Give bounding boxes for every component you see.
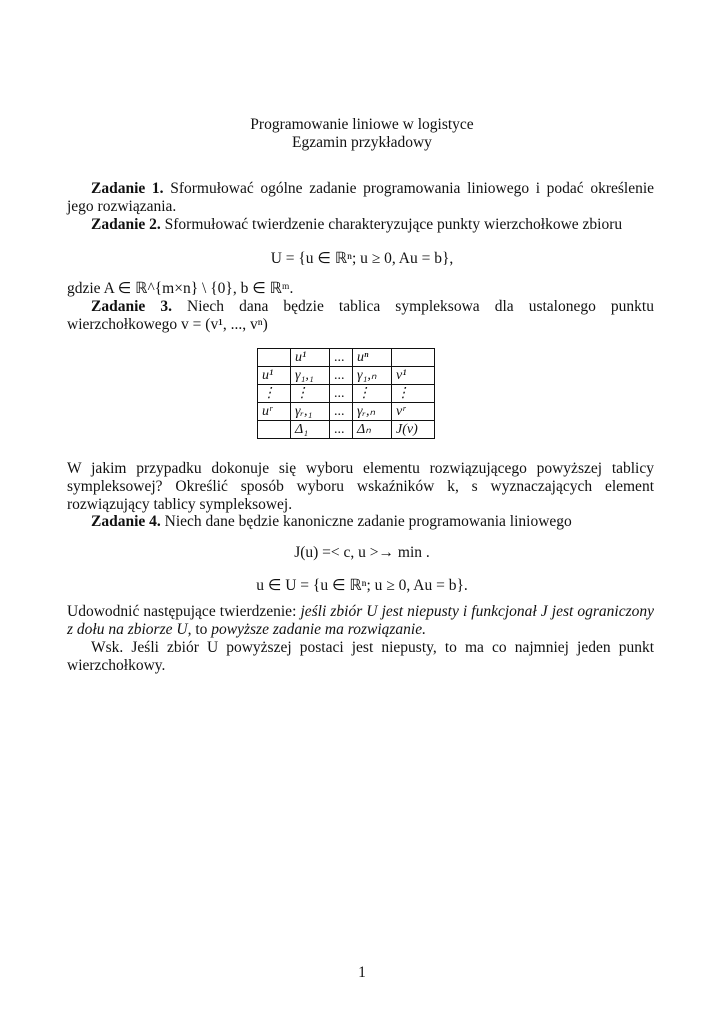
task-3-label: Zadanie 3. — [91, 298, 172, 315]
table-cell: ⋮ — [392, 385, 435, 403]
table-cell: vʳ — [392, 403, 435, 421]
task-1-label: Zadanie 1. — [91, 180, 164, 197]
task-4-objective: J(u) =< c, u >→ min . — [294, 544, 430, 561]
table-cell: ... — [330, 349, 353, 367]
task-4-constraints: u ∈ U = {u ∈ ℝⁿ; u ≥ 0, Au = b}. — [256, 577, 468, 594]
task-4-label: Zadanie 4. — [91, 513, 161, 530]
task-2-where: gdzie A ∈ ℝ^{m×n} \ {0}, b ∈ ℝᵐ. — [67, 280, 294, 297]
table-cell: ⋮ — [353, 385, 392, 403]
table-cell: uⁿ — [353, 349, 392, 367]
task-4-text: Niech dane będzie kanoniczne zadanie programowania liniowego — [164, 513, 572, 530]
table-cell: ... — [330, 421, 353, 439]
task-2-formula: U = {u ∈ ℝⁿ; u ≥ 0, Au = b}, — [270, 250, 454, 267]
table-cell: γ₁,₁ — [291, 367, 330, 385]
theorem-mid: to — [191, 621, 212, 638]
table-row — [258, 403, 435, 421]
table-row — [258, 421, 435, 439]
table-cell: v¹ — [392, 367, 435, 385]
table-cell: ... — [330, 403, 353, 421]
table-row — [258, 367, 435, 385]
course-title: Programowanie liniowe w logistyce — [250, 116, 474, 133]
exam-subtitle: Egzamin przykładowy — [292, 134, 432, 151]
table-cell: γᵣ,ₙ — [353, 403, 392, 421]
table-cell: ⋮ — [291, 385, 330, 403]
task-1 — [67, 180, 654, 216]
task-4 — [67, 513, 654, 531]
table-cell — [258, 421, 291, 439]
task-3 — [67, 298, 654, 334]
table-cell: γᵣ,₁ — [291, 403, 330, 421]
task-2-text: Sformułować twierdzenie charakteryzujące punkty wierzchołkowe zbioru — [164, 216, 623, 233]
task-1-text: Sformułować ogólne zadanie programowania liniowego i podać określenie jego rozwiązania. — [67, 180, 655, 215]
table-cell: γ₁,ₙ — [353, 367, 392, 385]
task-2 — [67, 216, 654, 234]
task-4-theorem — [67, 603, 654, 639]
task-2-label: Zadanie 2. — [91, 216, 161, 233]
table-cell: u¹ — [258, 367, 291, 385]
table-cell: uʳ — [258, 403, 291, 421]
page-number: 1 — [358, 964, 366, 981]
task-4-hint: Wsk. Jeśli zbiór U powyższej postaci jest niepusty, to ma co najmniej jeden punkt wierzchołkowy. — [67, 639, 654, 674]
table-cell — [258, 349, 291, 367]
theorem-conclusion: powyższe zadanie ma rozwiązanie. — [211, 621, 426, 638]
table-cell: Δₙ — [353, 421, 392, 439]
task-3-text: Niech dana będzie tablica sympleksowa dla ustalonego punktu wierzchołkowego v = (v¹, ..., vⁿ) — [67, 298, 654, 333]
task-3-question: W jakim przypadku dokonuje się wyboru elementu rozwiązującego powyższej tablicy sympleksowej? Określić sposób wyboru wskaźników k, s wyznaczających element rozwiązujący tablicy sympleksowej. — [67, 460, 654, 513]
table-cell: Δ₁ — [291, 421, 330, 439]
theorem-assumption: jeśli zbiór U jest niepusty i funkcjonał J jest ograniczony z dołu na zbiorze U, — [67, 603, 654, 638]
table-row — [258, 349, 435, 367]
simplex-table — [257, 348, 435, 439]
table-cell — [392, 349, 435, 367]
theorem-prefix: Udowodnić następujące twierdzenie: — [67, 603, 301, 620]
table-row — [258, 385, 435, 403]
table-cell: ⋮ — [258, 385, 291, 403]
simplex-table-body — [258, 349, 435, 439]
table-cell: J(v) — [392, 421, 435, 439]
table-cell: u¹ — [291, 349, 330, 367]
table-cell: ... — [330, 367, 353, 385]
table-cell: ... — [330, 385, 353, 403]
